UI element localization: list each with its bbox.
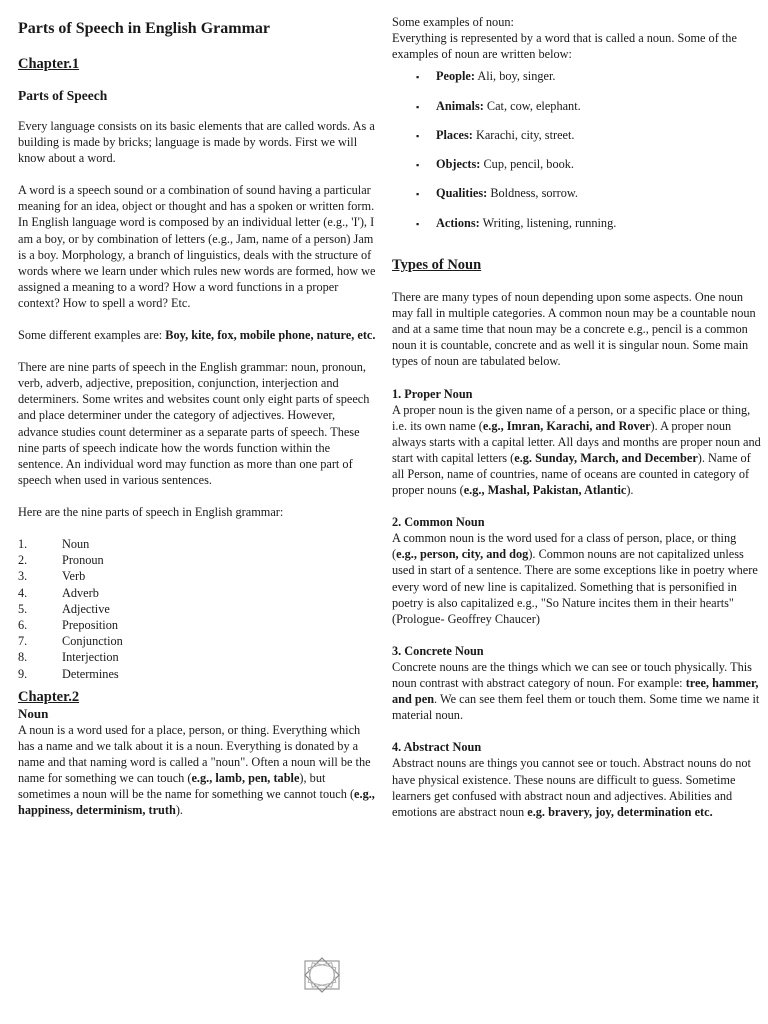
bold-run: e.g., Mashal, Pakistan, Atlantic <box>463 483 627 498</box>
example-category: People: <box>436 69 475 84</box>
proper-noun-text <box>392 402 762 499</box>
text-run: A common noun is the word used for a class of person, place, or thing ( <box>392 531 737 562</box>
list-item <box>18 585 376 601</box>
noun-text-3: ). <box>175 803 183 818</box>
list-item <box>18 568 376 584</box>
list-item <box>18 649 376 665</box>
list-item-number: 1. <box>18 536 28 551</box>
list-item-label: Determines <box>62 666 119 681</box>
concrete-noun-section <box>392 643 762 723</box>
example-line <box>436 98 581 114</box>
square-bullet-icon: ▪ <box>416 101 420 112</box>
text-run: Abstract nouns are things you cannot see or touch. Abstract nouns do not have physical existence. These nouns are difficult to guess. Sometime learners get confused with abstract noun and adjectives. Abilities and emotions are abstract noun <box>392 756 751 819</box>
proper-noun-title: 1. Proper Noun <box>392 386 473 401</box>
chapter-2-heading: Chapter.2 <box>18 688 80 705</box>
right-column <box>392 14 762 836</box>
text-run: ). <box>626 483 634 498</box>
example-values: Cup, pencil, book. <box>480 157 574 172</box>
concrete-noun-text <box>392 659 762 723</box>
list-item-label: Interjection <box>62 650 119 665</box>
list-item-label: Conjunction <box>62 634 123 649</box>
example-line <box>436 68 555 84</box>
list-item-number: 5. <box>18 601 28 616</box>
list-item-number: 7. <box>18 634 28 649</box>
example-values: Ali, boy, singer. <box>474 69 556 84</box>
common-noun-text <box>392 530 762 627</box>
text-run: ). A proper noun always starts with a capital letter. All days and months are proper noun and start with capital letters ( <box>392 418 761 465</box>
list-item <box>18 633 376 649</box>
text-run: A proper noun is the given name of a person, or a specific place or thing, i.e. its own name ( <box>392 402 751 433</box>
noun-text-2: ), but sometimes a noun will be the name for something we cannot touch ( <box>18 771 355 802</box>
noun-text-1: A noun is a word used for a place, person, or thing. Everything which has a name and we talk about it is a noun. Everything is donated by a name and that naming word is called a "noun". Often a noun will be the name for something we can touch ( <box>18 722 371 786</box>
examples-lead-text: Some different examples are: <box>18 328 166 343</box>
noun-examples-list <box>392 68 762 244</box>
noun-bold-1: e.g., lamb, pen, table <box>191 771 300 786</box>
list-item <box>18 666 376 682</box>
text-run: . We can see them feel them or touch them. Some time we name it material noun. <box>392 692 760 723</box>
concrete-noun-title: 3. Concrete Noun <box>392 643 484 658</box>
list-item-label: Pronoun <box>62 553 104 568</box>
list-item-label: Adverb <box>62 585 99 600</box>
paragraph-noun-definition <box>18 722 376 819</box>
list-item-label: Preposition <box>62 617 119 632</box>
footer-logo-icon <box>302 956 342 994</box>
list-item-number: 3. <box>18 569 28 584</box>
list-item-number: 8. <box>18 650 28 665</box>
abstract-noun-title: 4. Abstract Noun <box>392 740 482 755</box>
square-bullet-icon: ▪ <box>416 72 420 83</box>
parts-list-intro: Here are the nine parts of speech in English grammar: <box>18 504 284 519</box>
list-item-number: 9. <box>18 666 28 681</box>
list-item-number: 6. <box>18 617 28 632</box>
example-category: Actions: <box>436 215 480 230</box>
list-item <box>416 156 762 185</box>
example-category: Animals: <box>436 98 484 113</box>
left-column <box>18 14 376 818</box>
parts-of-speech-heading: Parts of Speech <box>18 88 108 103</box>
example-line <box>436 185 578 201</box>
types-intro-paragraph: There are many types of noun depending upon some aspects. One noun may fall in multiple categories. A common noun may be a countable noun and at a same time that noun may be a concrete e.g., pencil is a common noun it is countable, concrete and as well it is singular noun. Some main types of noun are tabulated below. <box>392 290 756 369</box>
paragraph-nine-parts: There are nine parts of speech in the English grammar: noun, pronoun, verb, adverb, adjective, preposition, conjunction, interjection and determiners. Some writes and websites count only eight parts of speech and place determiner under the category of adjectives. However, advance studies count determiner as a separate parts of speech. These nine parts of speech indicate how the words function within the sentence. An individual word may function as more than one part of speech when used in various sentences. <box>18 360 370 487</box>
list-item <box>18 601 376 617</box>
square-bullet-icon: ▪ <box>416 218 420 229</box>
examples-intro-line: Some examples of noun: <box>392 15 514 29</box>
square-bullet-icon: ▪ <box>416 160 420 171</box>
list-item <box>18 552 376 568</box>
list-item <box>416 185 762 214</box>
noun-heading: Noun <box>18 705 49 721</box>
example-line <box>436 127 575 143</box>
example-values: Karachi, city, street. <box>472 127 575 142</box>
document-title: Parts of Speech in English Grammar <box>18 20 270 37</box>
parts-of-speech-list <box>18 536 376 682</box>
abstract-noun-text <box>392 755 762 819</box>
list-item-label: Adjective <box>62 601 110 616</box>
list-item <box>416 68 762 97</box>
bold-run: e.g. bravery, joy, determination etc. <box>527 804 713 819</box>
bold-run: e.g. Sunday, March, and December <box>514 450 698 465</box>
text-run: ). Name of all Person, name of countries, name of oceans are counted in category of proper nouns ( <box>392 450 751 498</box>
examples-bold-text: Boy, kite, fox, mobile phone, nature, etc. <box>165 328 376 343</box>
noun-bold-2: e.g., happiness, determinism, truth <box>18 787 375 818</box>
paragraph-words-intro: Every language consists on its basic elements that are called words. As a building is made by bricks; language is made by words. First we will know about a word. <box>18 119 375 166</box>
square-bullet-icon: ▪ <box>416 130 420 141</box>
list-item-number: 2. <box>18 553 28 568</box>
chapter-1-heading: Chapter.1 <box>18 56 80 72</box>
example-category: Objects: <box>436 157 481 172</box>
example-line <box>436 156 574 172</box>
list-item <box>416 127 762 156</box>
bold-run: e.g., Imran, Karachi, and Rover <box>482 418 651 433</box>
bold-run: e.g., person, city, and dog <box>396 547 529 562</box>
example-category: Places: <box>436 127 473 142</box>
text-run: ). Common nouns are not capitalized unless used in start of a sentence. There are some exceptions like in poetry where every word of new line is capitalized. Something that is personified in poetry is also capitalized e.g., "So Nature incites them in their hearts" (Prologue- Geoffrey Chaucer) <box>392 547 758 626</box>
paragraph-word-definition: A word is a speech sound or a combination of sound having a particular meaning for an idea, object or thought and has a spoken or written form. In English language word is composed by an individual letter (e.g., 'I'), I am a boy, or by combination of letters (e.g., Jam, name of a person) Jam is a boy. Morphology, a branch of linguistics, deals with the structure of words where we learn under which rules new words are formed, how we assigned a meaning to a word? How a word functions in a proper context? How to spell a word? Etc. <box>18 183 376 310</box>
square-bullet-icon: ▪ <box>416 189 420 200</box>
bold-run: tree, hammer, and pen <box>392 676 759 707</box>
example-category: Qualities: <box>436 186 488 201</box>
list-item <box>18 536 376 552</box>
example-line <box>436 215 616 231</box>
common-noun-title: 2. Common Noun <box>392 515 485 530</box>
examples-intro-text: Everything is represented by a word that is called a noun. Some of the examples of noun are written below: <box>392 31 737 62</box>
common-noun-section <box>392 514 762 627</box>
example-values: Writing, listening, running. <box>479 215 617 230</box>
list-item <box>416 215 762 244</box>
proper-noun-section <box>392 386 762 499</box>
paragraph-examples <box>18 327 376 343</box>
list-item-number: 4. <box>18 585 28 600</box>
types-of-noun-heading: Types of Noun <box>392 257 482 274</box>
list-item <box>18 617 376 633</box>
list-item-label: Noun <box>62 536 90 551</box>
list-item <box>416 98 762 127</box>
list-item-label: Verb <box>62 569 86 584</box>
text-run: Concrete nouns are the things which we can see or touch physically. This noun contrast with abstract category of noun. For example: <box>392 659 752 691</box>
abstract-noun-section <box>392 739 762 819</box>
example-values: Cat, cow, elephant. <box>483 98 581 113</box>
example-values: Boldness, sorrow. <box>487 186 578 201</box>
